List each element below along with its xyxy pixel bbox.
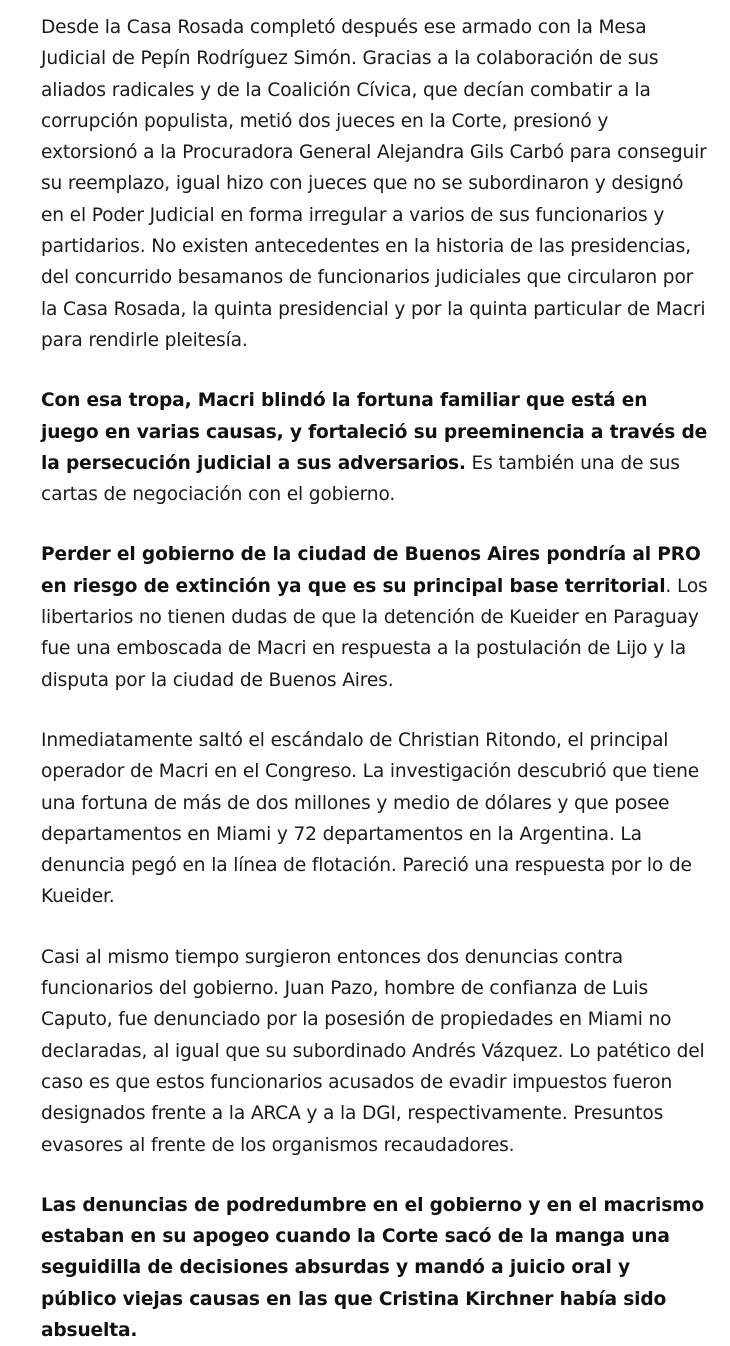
paragraph-5-text: Casi al mismo tiempo surgieron entonces dos denuncias contra funcionarios del gobierno. Juan Pazo, hombre de confianza de Luis Caputo, fue denunciado por la posesión de propiedades en Miami no declaradas, al igual que su subordinado Andrés Vázquez. Lo patético del caso es que estos funcionarios acusados de evadir impuestos fueron designados frente a la ARCA y a la DGI, respectivamente. Presuntos evasores al frente de los organismos recaudadores. [41,946,705,1156]
paragraph-4 [41,725,710,913]
paragraph-6-bold: Las denuncias de podredumbre en el gobierno y en el macrismo estaban en su apogeo cuando la Corte sacó de la manga una seguidilla de decisiones absurdas y mandó a juicio oral y público viejas causas en las que Cristina Kirchner había sido absuelta. [41,1194,704,1341]
paragraph-2-bold: Con esa tropa, Macri blindó la fortuna familiar que está en juego en varias causas, y fortaleció su preeminencia a través de la persecución judicial a sus adversarios. [41,390,708,474]
paragraph-1-text: Desde la Casa Rosada completó después ese armado con la Mesa Judicial de Pepín Rodríguez Simón. Gracias a la colaboración de sus aliados radicales y de la Coalición Cívica, que decían combatir a la corrupción populista, metió dos jueces en la Corte, presionó y extorsionó a la Procuradora General Alejandra Gils Carbó para conseguir su reemplazo, igual hizo con jueces que no se subordinaron y designó en el Poder Judicial en forma irregular a varios de sus funcionarios y partidarios. No existen antecedentes en la historia de las presidencias, del concurrido besamanos de funcionarios judiciales que circularon por la Casa Rosada, la quinta presidencial y por la quinta particular de Macri para rendirle pleitesía. [41,17,707,351]
paragraph-2 [41,385,710,510]
paragraph-6 [41,1190,710,1346]
paragraph-1 [41,12,710,356]
paragraph-5 [41,942,710,1161]
paragraph-4-text: Inmediatamente saltó el escándalo de Christian Ritondo, el principal operador de Macri en el Congreso. La investigación descubrió que tiene una fortuna de más de dos millones y medio de dólares y que posee departamentos en Miami y 72 departamentos en la Argentina. La denuncia pegó en la línea de flotación. Pareció una respuesta por lo de Kueider. [41,729,700,908]
paragraph-3 [41,539,710,695]
paragraph-3-text: . Los libertarios no tienen dudas de que la detención de Kueider en Paraguay fue una emboscada de Macri en respuesta a la postulación de Lijo y la disputa por la ciudad de Buenos Aires. [41,575,708,691]
paragraph-2-text: Es también una de sus cartas de negociación con el gobierno. [41,452,680,506]
paragraph-3-bold: Perder el gobierno de la ciudad de Buenos Aires pondría al PRO en riesgo de extinción ya que es su principal base territorial [41,544,701,597]
